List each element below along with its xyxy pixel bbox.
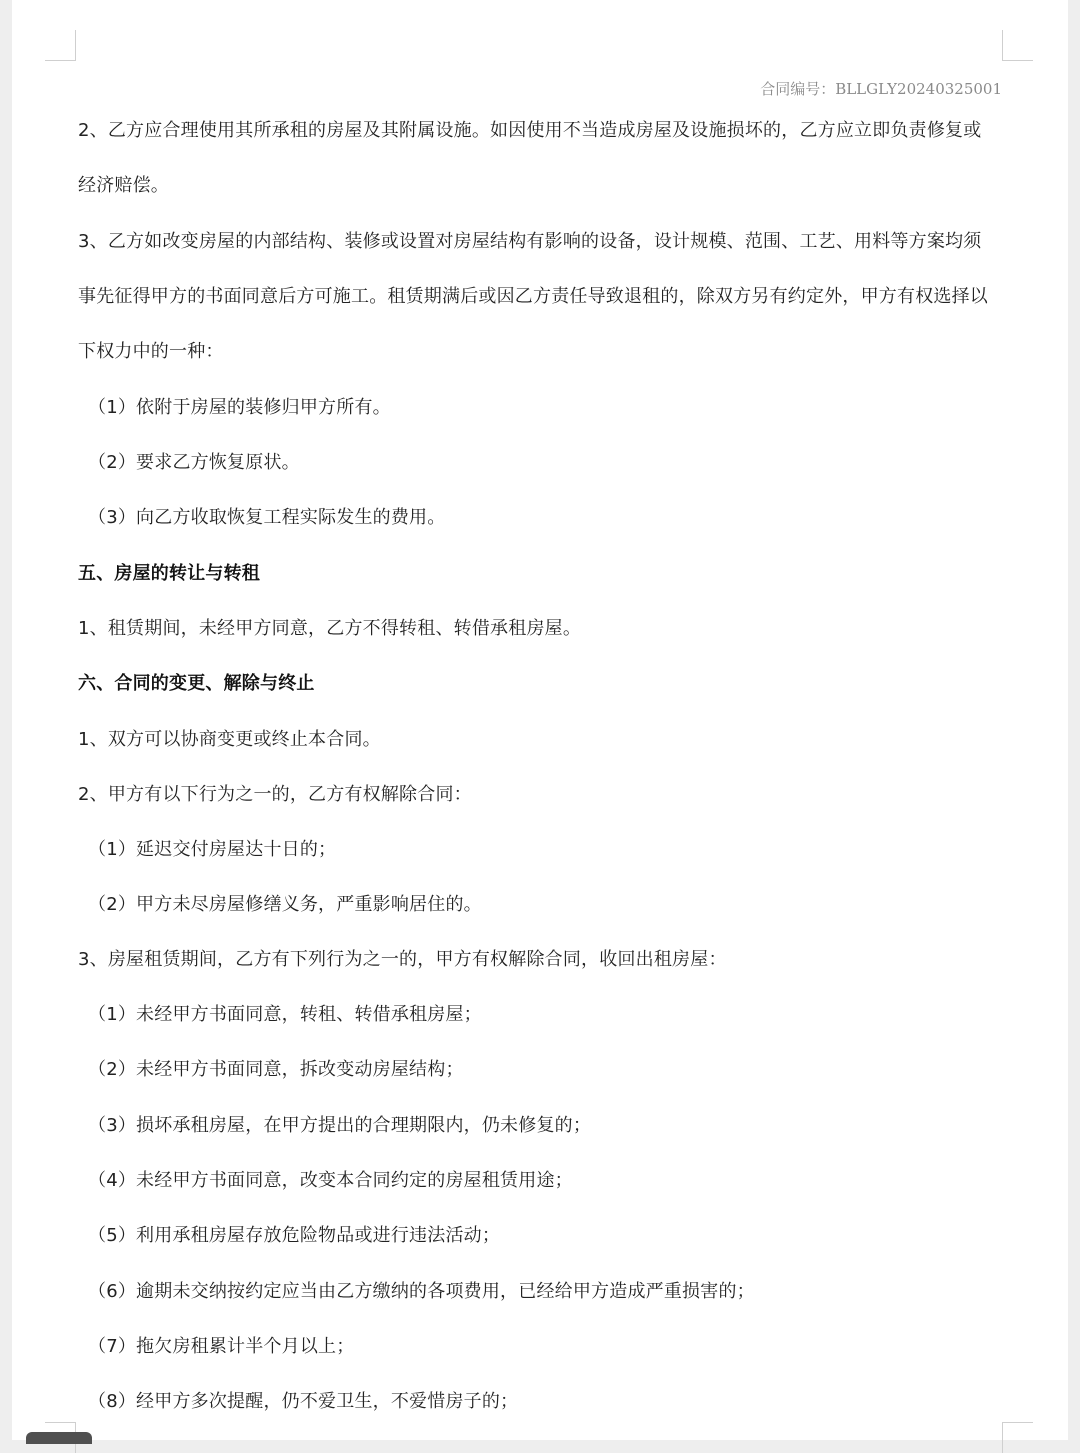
- paragraph-line: 2、甲方有以下行为之一的，乙方有权解除合同：: [78, 784, 472, 805]
- paragraph-line: 1、租赁期间，未经甲方同意，乙方不得转租、转借承租房屋。: [78, 618, 582, 639]
- list-item: （3）损坏承租房屋，在甲方提出的合理期限内，仍未修复的；: [88, 1115, 592, 1136]
- list-item: （8）经甲方多次提醒，仍不爱卫生，不爱惜房子的；: [88, 1391, 519, 1412]
- paragraph-line: 1、双方可以协商变更或终止本合同。: [78, 729, 381, 750]
- list-item: （1）延迟交付房屋达十日的；: [88, 839, 337, 860]
- paragraph-line: 3、房屋租赁期间，乙方有下列行为之一的，甲方有权解除合同，收回出租房屋：: [78, 949, 727, 970]
- paragraph-line: 经济赔偿。: [78, 175, 169, 196]
- list-item: （7）拖欠房租累计半个月以上；: [88, 1336, 355, 1357]
- paragraph-line: 下权力中的一种：: [78, 341, 224, 362]
- list-item: （5）利用承租房屋存放危险物品或进行违法活动；: [88, 1225, 501, 1246]
- list-item: （4）未经甲方书面同意，改变本合同约定的房屋租赁用途；: [88, 1170, 573, 1191]
- document-body: [12, 0, 1068, 1440]
- list-item: （1）未经甲方书面同意，转租、转借承租房屋；: [88, 1004, 482, 1025]
- section-heading: 五、房屋的转让与转租: [78, 563, 260, 584]
- list-item: （1）依附于房屋的装修归甲方所有。: [88, 397, 391, 418]
- list-item: （2）甲方未尽房屋修缮义务，严重影响居住的。: [88, 894, 482, 915]
- paragraph-line: 3、乙方如改变房屋的内部结构、装修或设置对房屋结构有影响的设备，设计规模、范围、工艺、用料等方案均须: [78, 231, 982, 252]
- section-heading: 六、合同的变更、解除与终止: [78, 673, 315, 694]
- paragraph-line: 2、乙方应合理使用其所承租的房屋及其附属设施。如因使用不当造成房屋及设施损坏的，乙方应立即负责修复或: [78, 120, 982, 141]
- list-item: （2）未经甲方书面同意，拆改变动房屋结构；: [88, 1059, 464, 1080]
- list-item: （3）向乙方收取恢复工程实际发生的费用。: [88, 507, 446, 528]
- list-item: （6）逾期未交纳按约定应当由乙方缴纳的各项费用，已经给甲方造成严重损害的；: [88, 1281, 755, 1302]
- list-item: （2）要求乙方恢复原状。: [88, 452, 300, 473]
- paragraph-line: 事先征得甲方的书面同意后方可施工。租赁期满后或因乙方责任导致退租的，除双方另有约定外，甲方有权选择以: [78, 286, 988, 307]
- contract-number: 合同编号：BLLGLY20240325001: [760, 80, 1002, 98]
- bottom-overlay-tab[interactable]: [26, 1432, 92, 1444]
- document-page: [12, 0, 1068, 1440]
